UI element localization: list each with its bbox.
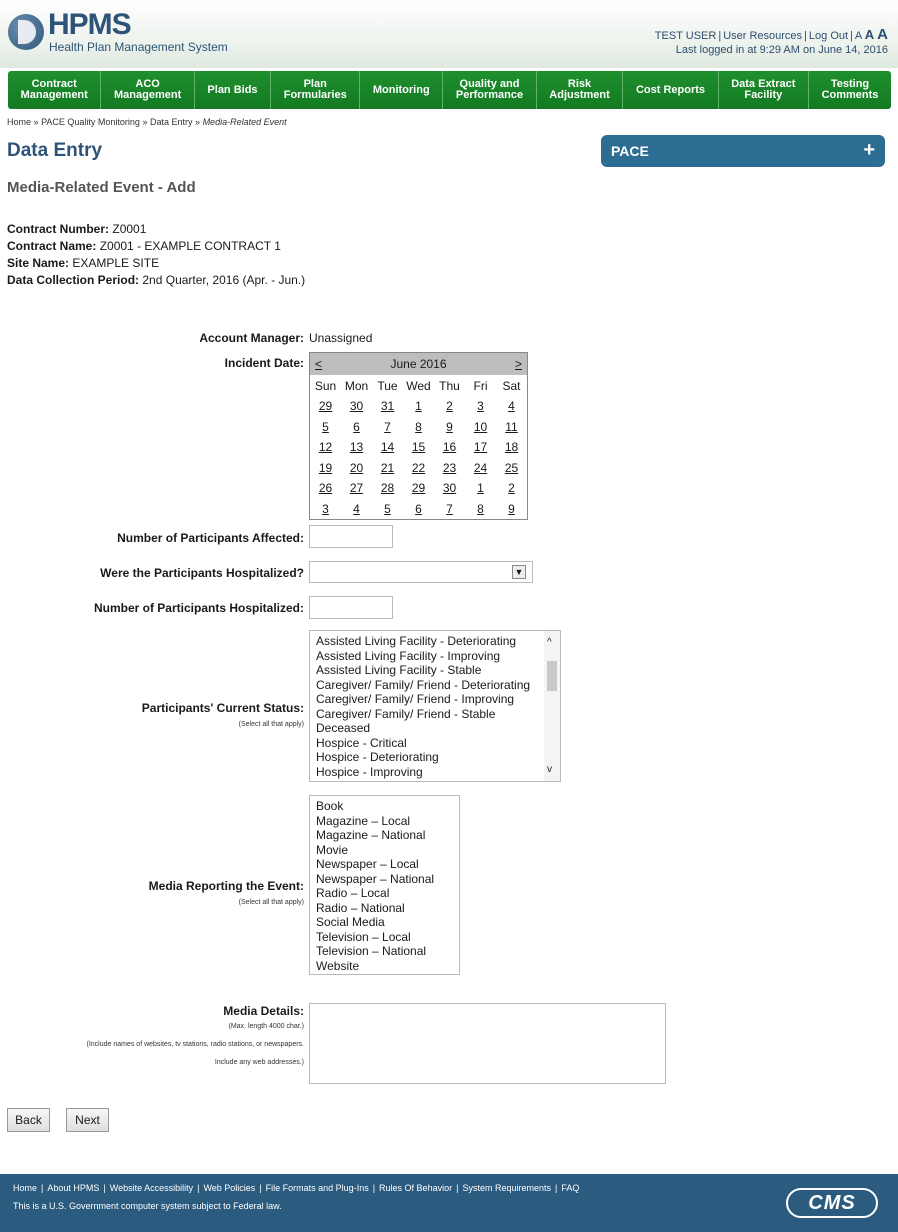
breadcrumb-data-entry[interactable]: Data Entry	[149, 117, 193, 127]
contract-number-value: Z0001	[112, 222, 147, 236]
user-links: TEST USER | User Resources | Log Out | A A A	[654, 26, 888, 43]
media-option[interactable]: Social Media	[316, 915, 385, 929]
calendar-dow: Wed	[406, 379, 431, 393]
media-option[interactable]: Movie	[316, 842, 349, 857]
nav-item-line1: Quality and	[459, 78, 520, 90]
nav-item[interactable]	[195, 71, 271, 109]
current-status-option[interactable]: Caregiver/ Family/ Friend - Deteriorating	[316, 677, 531, 692]
calendar-dow: Sat	[502, 379, 521, 393]
nav-item[interactable]	[537, 71, 624, 109]
footer-note: This is a U.S. Government computer system subject to Federal law.	[13, 1201, 282, 1211]
current-status-option[interactable]: Caregiver/ Family/ Friend - Stable	[316, 706, 496, 721]
collection-period-label: Data Collection Period:	[7, 273, 140, 287]
media-details-note2: (Include names of websites, tv stations, radio stations, or newspapers.	[86, 1041, 304, 1048]
footer-link[interactable]: File Formats and Plug-Ins	[265, 1183, 369, 1193]
media-option[interactable]: Radio – National	[316, 900, 405, 915]
footer-link[interactable]: Web Policies	[203, 1183, 256, 1193]
footer-sep: |	[197, 1183, 200, 1193]
user-resources-link[interactable]: User Resources	[723, 30, 803, 42]
logout-link[interactable]: Log Out	[808, 30, 849, 42]
media-listbox[interactable]	[309, 795, 460, 975]
nav-item[interactable]	[360, 71, 443, 109]
calendar-day[interactable]: 27	[349, 481, 364, 496]
contract-name	[7, 239, 281, 253]
footer-link[interactable]: Home	[13, 1183, 38, 1193]
incident-date-label: Incident Date:	[224, 356, 304, 370]
calendar-header	[310, 353, 527, 375]
current-status-label: Participants' Current Status:	[141, 701, 304, 715]
calendar-day[interactable]: 17	[473, 440, 488, 455]
calendar-day[interactable]: 1	[415, 399, 422, 413]
footer-link[interactable]: About HPMS	[47, 1183, 100, 1193]
calendar-day[interactable]: 19	[318, 460, 333, 475]
calendar-grid	[310, 375, 527, 519]
calendar-day[interactable]: 24	[473, 460, 488, 475]
nav-item-line1: ACO	[135, 78, 160, 90]
contract-name-value: Z0001 - EXAMPLE CONTRACT 1	[99, 239, 281, 253]
media-details-note1: (Max. length 4000 char.)	[228, 1023, 304, 1030]
breadcrumb-pace-quality[interactable]: PACE Quality Monitoring	[41, 117, 140, 127]
calendar-dow: Fri	[473, 379, 488, 393]
calendar-day[interactable]: 5	[384, 501, 391, 516]
font-small-link[interactable]: A	[854, 30, 862, 42]
calendar-day[interactable]: 6	[415, 501, 422, 516]
calendar-day[interactable]: 29	[318, 399, 333, 413]
back-button[interactable]: Back	[7, 1108, 50, 1132]
calendar-day[interactable]: 22	[411, 460, 426, 475]
nav-item[interactable]	[623, 71, 718, 109]
user-name: TEST USER	[654, 30, 717, 42]
calendar-day[interactable]: 13	[349, 440, 364, 455]
media-label: Media Reporting the Event:	[148, 879, 304, 893]
scroll-thumb[interactable]	[547, 661, 557, 691]
calendar-day[interactable]: 31	[380, 399, 395, 413]
media-option[interactable]: Book	[316, 799, 344, 813]
breadcrumb-sep: »	[195, 117, 201, 127]
calendar-day[interactable]: 8	[477, 501, 484, 516]
calendar-day[interactable]: 15	[411, 440, 426, 455]
breadcrumb-sep: »	[33, 117, 39, 127]
calendar-day[interactable]: 29	[411, 481, 426, 496]
nav-item-line1: Monitoring	[372, 83, 430, 96]
nav-item[interactable]	[271, 71, 360, 109]
account-manager-label: Account Manager:	[199, 331, 304, 345]
footer-sep: |	[554, 1183, 558, 1193]
nav-item[interactable]	[443, 71, 536, 109]
hpms-logo-icon	[8, 14, 44, 50]
calendar-day[interactable]: 10	[473, 419, 488, 434]
header	[0, 0, 898, 68]
logo-subtitle: Health Plan Management System	[49, 40, 228, 54]
calendar-day[interactable]: 7	[446, 501, 453, 516]
calendar-day[interactable]: 11	[505, 419, 518, 434]
footer-sep: |	[259, 1183, 262, 1193]
breadcrumb-sep: »	[142, 117, 148, 127]
hospitalized-label: Were the Participants Hospitalized?	[100, 566, 304, 580]
media-option[interactable]: Television – Local	[316, 929, 411, 944]
current-status-option[interactable]: Deceased	[316, 721, 371, 735]
page-title: Data Entry	[7, 140, 103, 161]
last-logged: Last logged in at 9:29 AM on June 14, 2016	[675, 44, 888, 56]
calendar-day[interactable]: 18	[504, 440, 519, 455]
footer-link[interactable]: Rules Of Behavior	[379, 1183, 453, 1193]
logo-title[interactable]: HPMS	[48, 8, 131, 41]
calendar-day[interactable]: 30	[442, 481, 457, 496]
calendar-day[interactable]: 28	[380, 481, 395, 496]
calendar-day[interactable]: 1	[477, 481, 484, 496]
calendar-dow: Sun	[314, 379, 337, 393]
current-status-option[interactable]: Assisted Living Facility - Stable	[316, 663, 482, 677]
breadcrumb-home[interactable]: Home	[7, 117, 32, 127]
breadcrumb-current: Media-Related Event	[202, 117, 287, 127]
media-details-textarea[interactable]	[309, 1003, 666, 1084]
contract-number	[7, 222, 146, 236]
footer-links	[13, 1183, 583, 1193]
footer-sep: |	[41, 1183, 44, 1193]
nav-item-line2: Management	[114, 89, 182, 101]
footer-link[interactable]: System Requirements	[462, 1183, 551, 1193]
calendar-day[interactable]: 8	[415, 419, 422, 434]
calendar-day[interactable]: 26	[318, 481, 333, 496]
calendar-dow: Tue	[377, 379, 398, 393]
calendar-day[interactable]: 5	[322, 419, 329, 434]
current-status-listbox[interactable]	[309, 630, 561, 782]
nav-item[interactable]	[719, 71, 809, 109]
current-status-option[interactable]: Hospice - Deteriorating	[316, 750, 439, 764]
collection-period-value: 2nd Quarter, 2016 (Apr. - Jun.)	[142, 273, 306, 287]
calendar-day[interactable]: 4	[508, 399, 515, 413]
nav-item-line1: Plan Bids	[207, 83, 258, 96]
media-option[interactable]: Website	[316, 958, 360, 973]
calendar-day[interactable]: 14	[380, 440, 395, 455]
media-details-note3: Include any web addresses.)	[214, 1059, 304, 1066]
nav-item[interactable]	[101, 71, 194, 109]
participants-hospitalized-label: Number of Participants Hospitalized:	[93, 601, 304, 615]
nav-item-line1: Data Extract	[731, 78, 796, 90]
current-status-option[interactable]: Hospice - Critical	[316, 735, 407, 750]
account-manager-value: Unassigned	[309, 331, 373, 345]
media-option[interactable]: Magazine – Local	[316, 813, 411, 828]
nav-item-line1: Contract	[31, 78, 77, 90]
scroll-down-icon[interactable]: v	[547, 764, 552, 775]
collection-period	[7, 273, 305, 287]
calendar-dow: Thu	[439, 379, 460, 393]
nav-item[interactable]	[8, 71, 101, 109]
hospitalized-select[interactable]	[309, 561, 533, 583]
pace-panel-label: PACE	[611, 143, 649, 159]
nav-item-line2: Management	[20, 89, 88, 101]
current-status-option[interactable]: Hospice - Improving	[316, 764, 423, 779]
nav-item-line1: Cost Reports	[635, 83, 706, 96]
media-option[interactable]: Magazine – National	[316, 828, 426, 842]
calendar-prev-month[interactable]: <	[315, 357, 323, 371]
main-nav	[8, 71, 891, 109]
chevron-down-icon[interactable]: ▼	[512, 565, 526, 579]
calendar-day[interactable]: 3	[322, 501, 329, 516]
media-option[interactable]: Television – National	[316, 944, 427, 958]
cms-logo: CMS	[786, 1188, 878, 1218]
calendar-day[interactable]: 9	[446, 419, 453, 434]
calendar-day[interactable]: 20	[349, 460, 364, 475]
media-option[interactable]: Newspaper – Local	[316, 857, 419, 871]
calendar-dow: Mon	[344, 379, 369, 393]
current-status-option[interactable]: Assisted Living Facility - Improving	[316, 648, 501, 663]
media-option[interactable]: Radio – Local	[316, 886, 390, 900]
pace-panel[interactable]	[601, 135, 885, 167]
footer-sep: |	[456, 1183, 459, 1193]
form-subtitle: Media-Related Event - Add	[7, 179, 196, 196]
nav-item[interactable]	[809, 71, 891, 109]
calendar-day[interactable]: 21	[380, 460, 395, 475]
nav-item-line2: Adjustment	[549, 89, 610, 101]
calendar-day[interactable]: 3	[477, 399, 484, 413]
current-status-note: (Select all that apply)	[238, 721, 304, 728]
calendar-day[interactable]: 2	[508, 481, 515, 496]
calendar-day[interactable]: 6	[353, 419, 360, 434]
nav-item-line2: Formularies	[283, 89, 347, 101]
calendar-day[interactable]: 2	[446, 399, 453, 413]
nav-item-line2: Comments	[821, 89, 879, 101]
font-large-link[interactable]: A	[877, 26, 888, 43]
calendar-day[interactable]: 7	[384, 419, 391, 434]
current-status-option[interactable]: Assisted Living Facility - Deteriorating	[316, 634, 517, 648]
participants-affected-input[interactable]	[309, 525, 393, 548]
media-details-label: Media Details:	[223, 1004, 304, 1018]
calendar-day[interactable]: 16	[442, 440, 457, 455]
calendar-day[interactable]: 23	[442, 460, 457, 475]
next-button[interactable]: Next	[66, 1108, 109, 1132]
nav-item-line1: Plan	[303, 78, 327, 90]
contract-name-label: Contract Name:	[7, 239, 97, 253]
current-status-scrollbar[interactable]	[544, 631, 560, 781]
footer-link[interactable]: Website Accessibility	[109, 1183, 194, 1193]
media-note: (Select all that apply)	[238, 899, 304, 906]
site-name-label: Site Name:	[7, 256, 70, 270]
font-medium-link[interactable]: A	[864, 27, 875, 42]
calendar-day[interactable]: 12	[318, 440, 333, 455]
footer	[0, 1174, 898, 1232]
site-name	[7, 256, 159, 270]
footer-sep: |	[103, 1183, 106, 1193]
breadcrumb	[7, 117, 287, 127]
incident-date-calendar	[309, 352, 528, 520]
participants-affected-label: Number of Participants Affected:	[117, 531, 304, 545]
expand-plus-icon[interactable]: +	[863, 139, 875, 161]
calendar-next-month[interactable]: >	[514, 357, 522, 371]
nav-item-line2: Performance	[455, 89, 524, 101]
current-status-option[interactable]: Caregiver/ Family/ Friend - Improving	[316, 692, 515, 706]
calendar-day[interactable]: 30	[349, 399, 364, 413]
calendar-month-title: June 2016	[390, 357, 447, 371]
nav-item-line2: Facility	[744, 89, 783, 101]
calendar-day[interactable]: 4	[353, 501, 360, 516]
scroll-up-icon[interactable]: ^	[547, 637, 552, 648]
media-option[interactable]: Newspaper – National	[316, 871, 435, 886]
site-name-value: EXAMPLE SITE	[72, 256, 160, 270]
calendar-day[interactable]: 25	[504, 460, 519, 475]
contract-number-label: Contract Number:	[7, 222, 110, 236]
footer-sep: |	[372, 1183, 376, 1193]
participants-hospitalized-input[interactable]	[309, 596, 393, 619]
nav-item-line1: Testing	[830, 78, 870, 90]
footer-link[interactable]: FAQ	[561, 1183, 580, 1193]
calendar-day[interactable]: 9	[508, 501, 515, 516]
nav-item-line1: Risk	[567, 78, 592, 90]
